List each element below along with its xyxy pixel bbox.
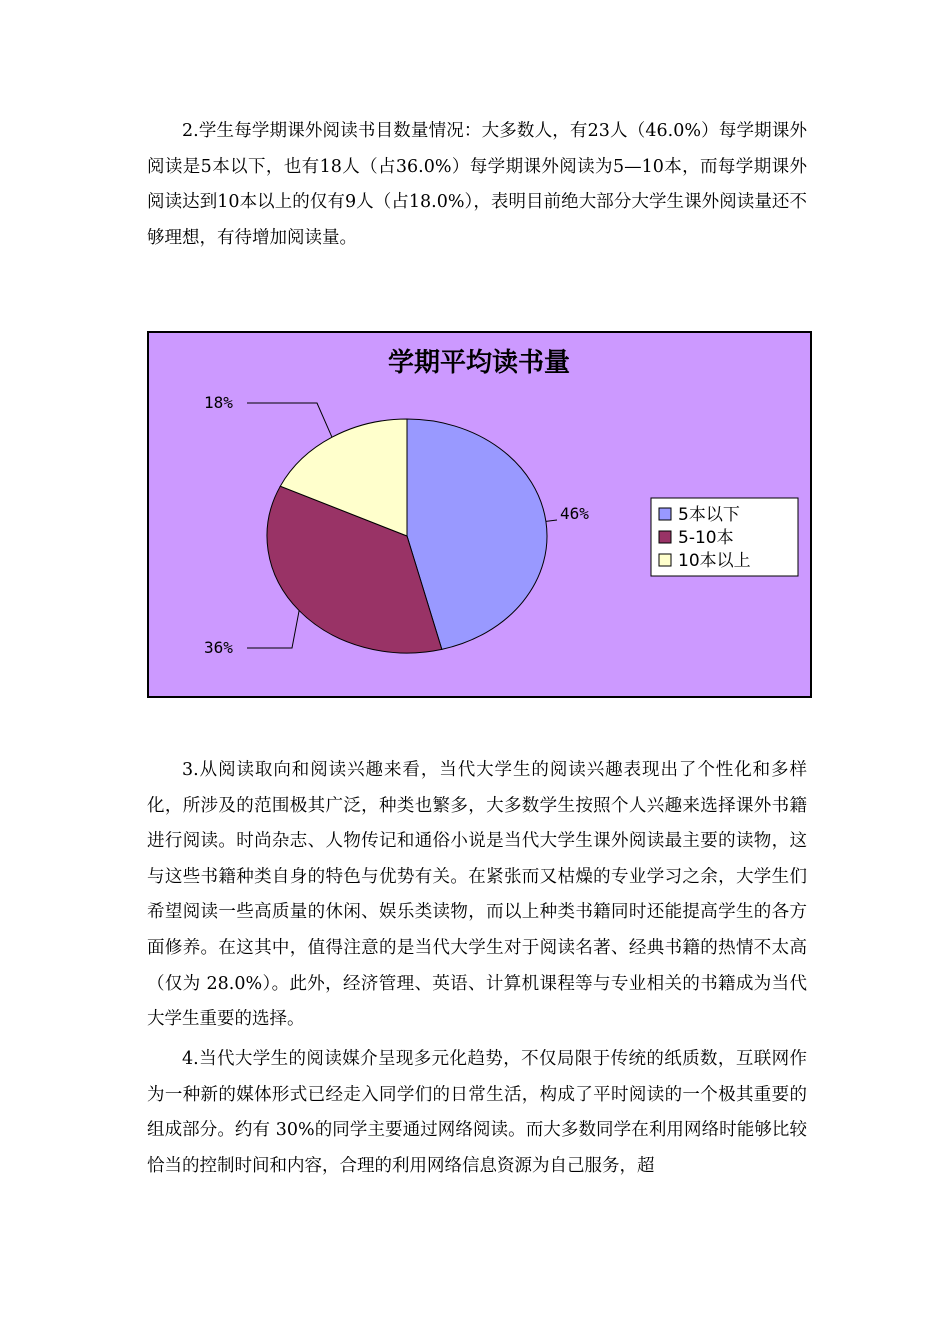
data-label-3: 18% — [204, 393, 233, 412]
data-label-1: 46% — [560, 504, 589, 523]
pie-slices — [267, 419, 547, 653]
paragraph-reading-media: 4.当代大学生的阅读媒介呈现多元化趋势，不仅局限于传统的纸质数，互联网作为一种新的媒体形式已经走入同学们的日常生活，构成了平时阅读的一个极其重要的组成部分。约有 30%的同学主要通过网络阅读。而大多数同学在利用网络时能够比较恰当的控制时间和内容，合理的利用网络信息资源为自己服务，超 — [147, 1049, 807, 1176]
pie-chart-svg — [147, 331, 812, 698]
legend-swatch-3 — [659, 554, 671, 566]
paragraph-reading-interests: 3.从阅读取向和阅读兴趣来看，当代大学生的阅读兴趣表现出了个性化和多样化，所涉及的范围极其广泛，种类也繁多，大多数学生按照个人兴趣来选择课外书籍进行阅读。时尚杂志、人物传记和通俗小说是当代大学生课外阅读最主要的读物，这与这些书籍种类自身的特色与优势有关。在紧张而又枯燥的专业学习之余，大学生们希望阅读一些高质量的休闲、娱乐类读物，而以上种类书籍同时还能提高学生的各方面修养。在这其中，值得注意的是当代大学生对于阅读名著、经典书籍的热情不太高（仅为 28.0%）。此外，经济管理、英语、计算机课程等与专业相关的书籍成为当代大学生重要的选择。 — [147, 760, 807, 1030]
chart-legend — [651, 498, 798, 576]
chart-title: 学期平均读书量 — [387, 348, 571, 378]
legend-label-3: 10本以上 — [678, 551, 751, 571]
paragraph-reading-quantity: 2.学生每学期课外阅读书目数量情况：大多数人，有23人（46.0%）每学期课外阅读是5本以下，也有18人（占36.0%）每学期课外阅读为5—10本，而每学期课外阅读达到10本以上的仅有9人（占18.0%），表明目前绝大部分大学生课外阅读量还不够理想，有待增加阅读量。 — [147, 121, 807, 248]
legend-swatch-2 — [659, 531, 671, 543]
data-label-2: 36% — [204, 638, 233, 657]
legend-swatch-1 — [659, 508, 671, 520]
legend-label-1: 5本以下 — [678, 505, 740, 525]
legend-label-2: 5-10本 — [678, 528, 734, 548]
pie-chart — [147, 331, 812, 698]
